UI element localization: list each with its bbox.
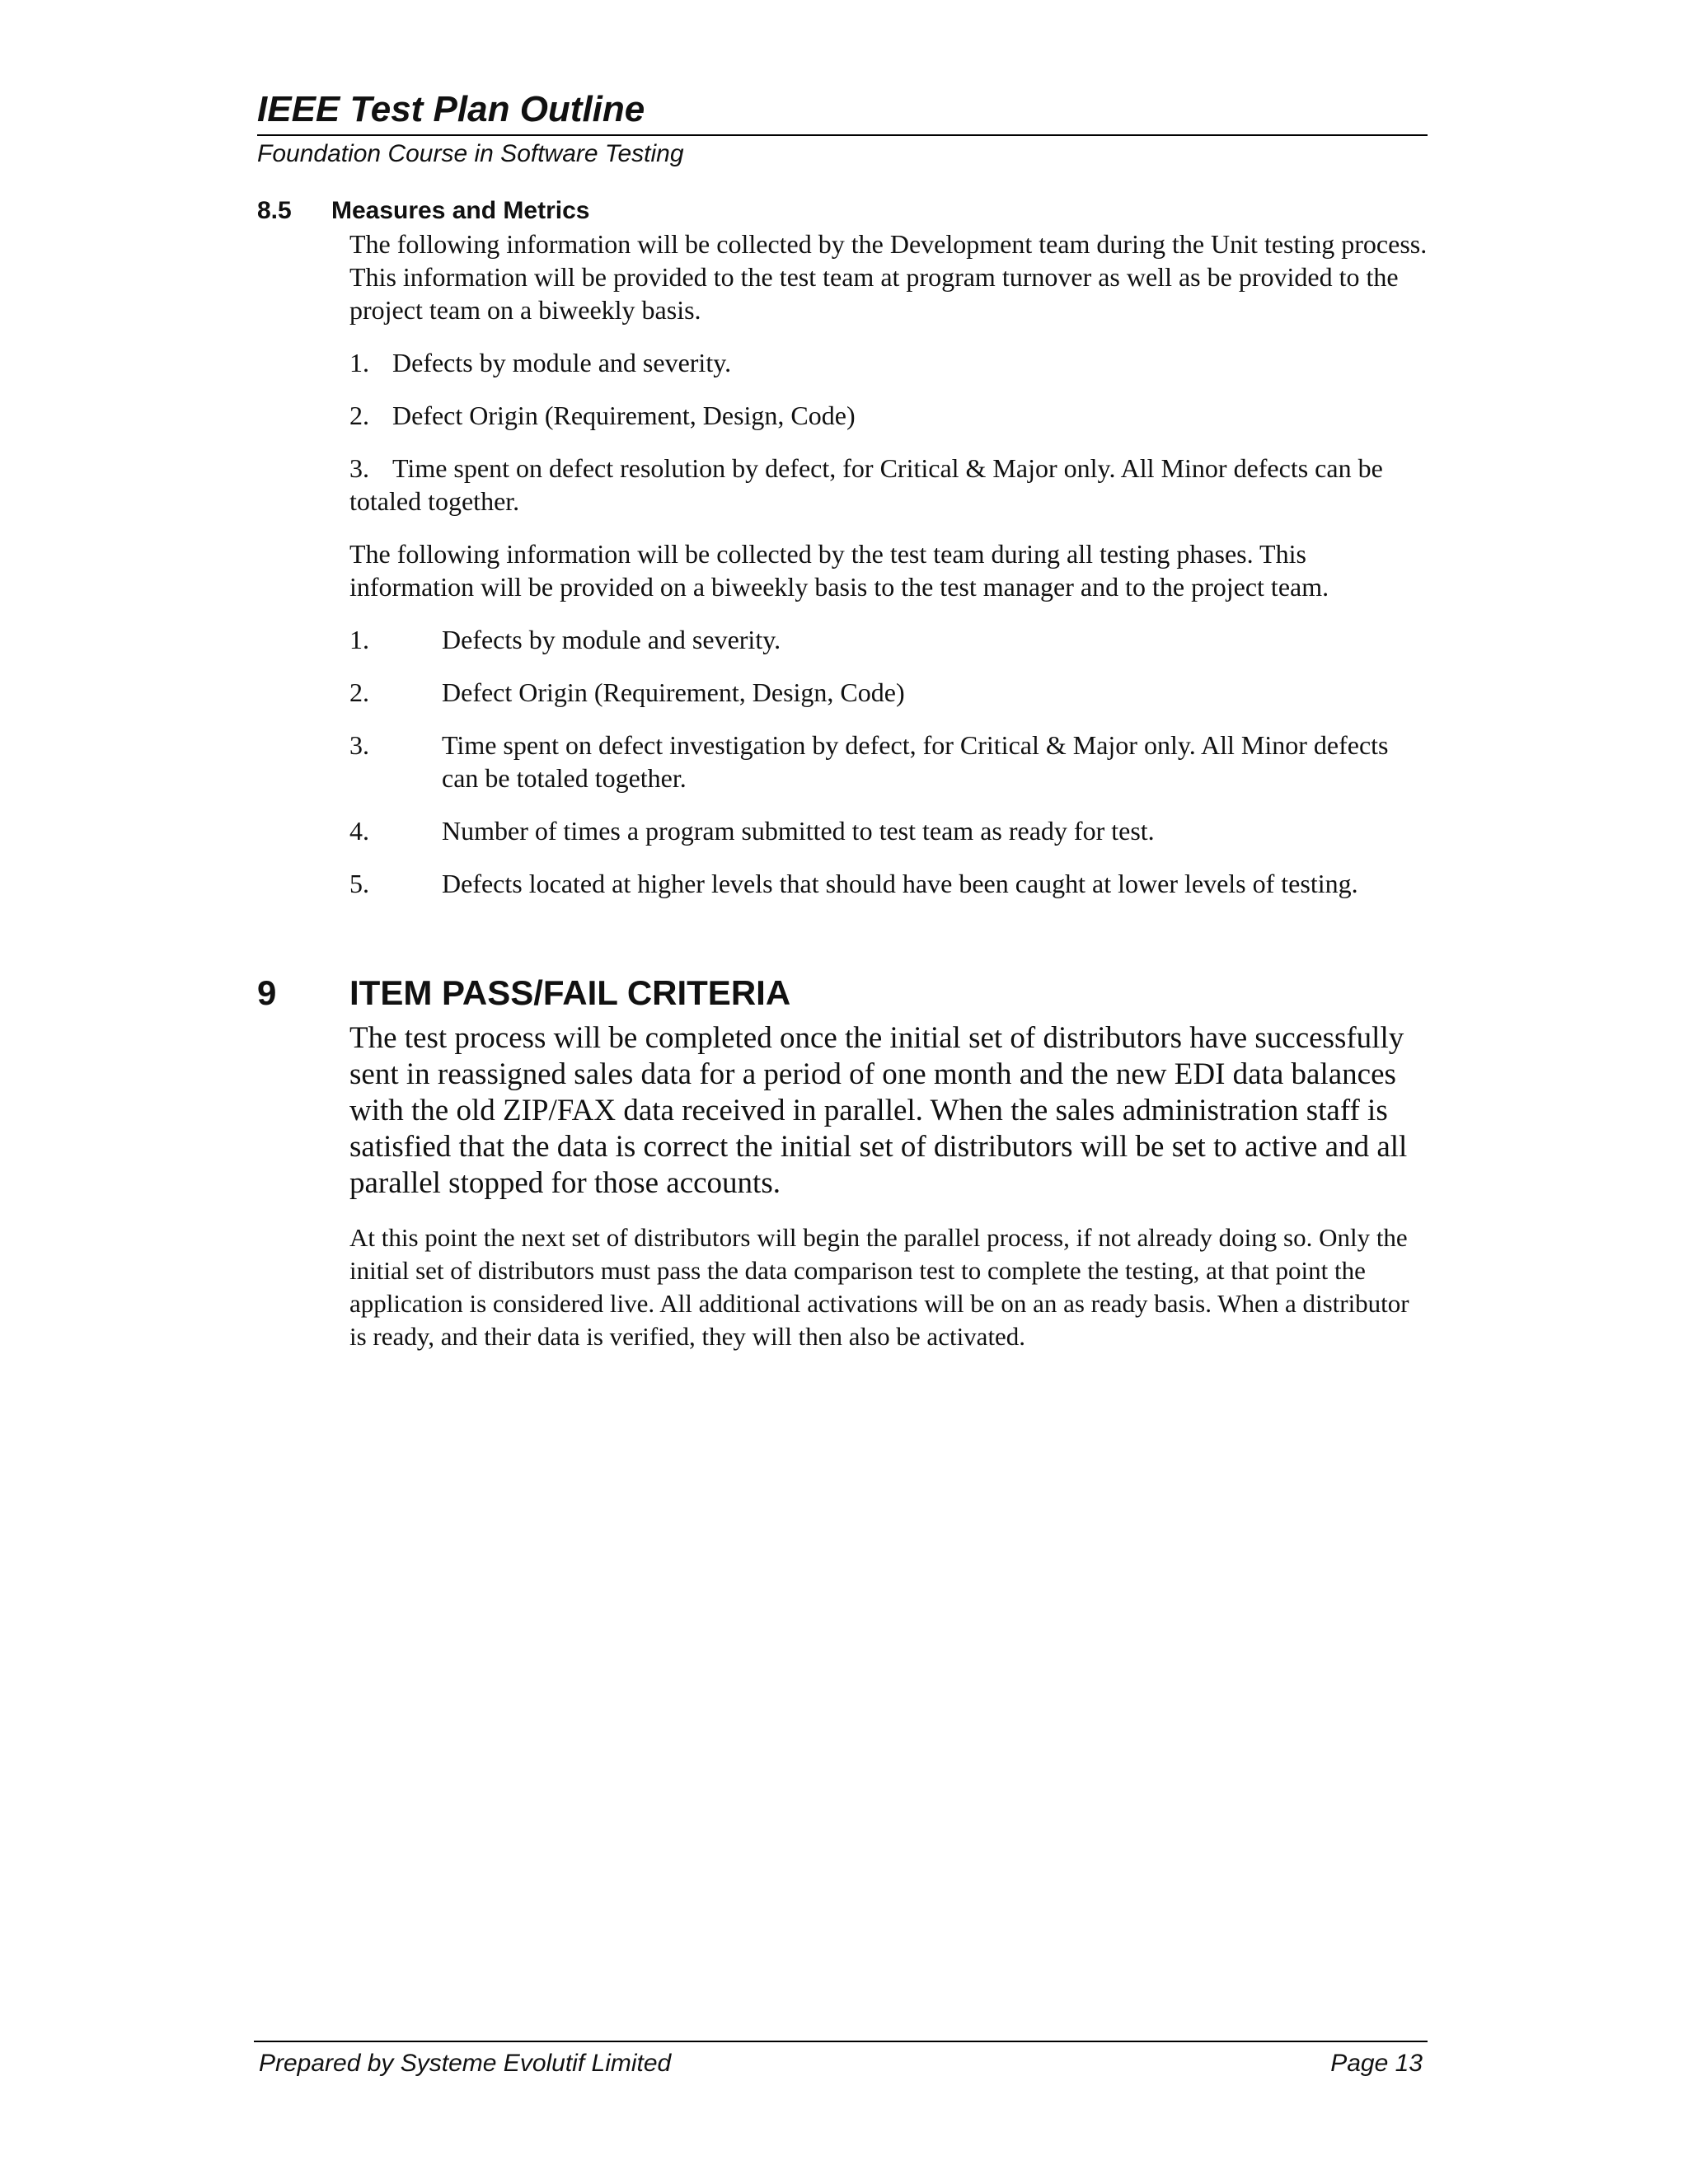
list-item-number: 2. — [349, 401, 369, 430]
section-measures-and-metrics — [257, 194, 1428, 920]
list-item-text: Defects by module and severity. — [392, 348, 732, 377]
list-item-text: Time spent on defect investigation by defect, for Critical & Major only. All Minor defects can be totaled together. — [442, 730, 1389, 793]
header-divider — [257, 134, 1428, 136]
list-item-text: Defects located at higher levels that should have been caught at lower levels of testing. — [442, 869, 1358, 898]
section-heading — [257, 194, 1428, 227]
document-title: IEEE Test Plan Outline — [257, 89, 645, 129]
section-number: 8.5 — [257, 197, 292, 224]
list-item-number: 5. — [349, 869, 369, 898]
numbered-list — [349, 623, 1428, 900]
paragraph: At this point the next set of distributors will begin the parallel process, if not already doing so. Only the initial set of distributors must pass the data comparison test to complete the testing, at that point the application is considered live. All additional activations will be on an as ready basis. When a distributor is ready, and their data is verified, they will then also be activated. — [349, 1223, 1409, 1351]
list-item — [349, 729, 1428, 794]
list-item-number: 1. — [349, 625, 369, 654]
list-item — [349, 867, 1428, 900]
list-item-text: Number of times a program submitted to test team as ready for test. — [442, 816, 1155, 846]
list-item-text: Defect Origin (Requirement, Design, Code) — [392, 401, 856, 430]
document-subtitle: Foundation Course in Software Testing — [257, 140, 684, 167]
section-heading — [257, 971, 1428, 1015]
section-number: 9 — [257, 973, 277, 1012]
list-item-number: 3. — [349, 453, 369, 483]
list-item-number: 4. — [349, 816, 369, 846]
section-title: ITEM PASS/FAIL CRITERIA — [349, 973, 791, 1012]
list-item — [349, 346, 1428, 379]
section-title: Measures and Metrics — [331, 197, 590, 224]
paragraph: The following information will be collected by the Development team during the Unit testing process. This information will be provided to the test team at program turnover as well as be provided to the project team on a biweekly basis. — [349, 229, 1428, 325]
paragraph: The test process will be completed once the initial set of distributors have successfully sent in reassigned sales data for a period of one month and the new EDI data balances with the old ZIP/FAX data received in parallel. When the sales administration staff is satisfied that the data is correct the initial set of distributors will be set to active and all parallel stopped for those accounts. — [349, 1021, 1408, 1200]
footer-divider — [254, 2041, 1428, 2042]
list-item-number: 1. — [349, 348, 369, 377]
page-header — [257, 87, 1428, 171]
page-number: Page 13 — [1330, 2050, 1423, 2077]
list-item — [349, 399, 1428, 432]
list-item-number: 3. — [349, 730, 369, 760]
section-body — [349, 227, 1428, 900]
list-item-text: Defect Origin (Requirement, Design, Code) — [442, 677, 905, 707]
list-item — [349, 676, 1428, 709]
page-footer — [254, 2041, 1428, 2080]
numbered-list — [349, 346, 1428, 518]
paragraph: The following information will be collected by the test team during all testing phases. This information will be provided on a biweekly basis to the test manager and to the project team. — [349, 539, 1329, 602]
list-item-number: 2. — [349, 677, 369, 707]
section-item-pass-fail-criteria — [257, 971, 1428, 1353]
list-item — [349, 623, 1428, 656]
list-item-text: Time spent on defect resolution by defect, for Critical & Major only. All Minor defects can be totaled together. — [349, 453, 1383, 516]
footer-author: Prepared by Systeme Evolutif Limited — [259, 2050, 672, 2077]
list-item — [349, 452, 1428, 518]
list-item-text: Defects by module and severity. — [442, 625, 781, 654]
list-item — [349, 814, 1428, 847]
